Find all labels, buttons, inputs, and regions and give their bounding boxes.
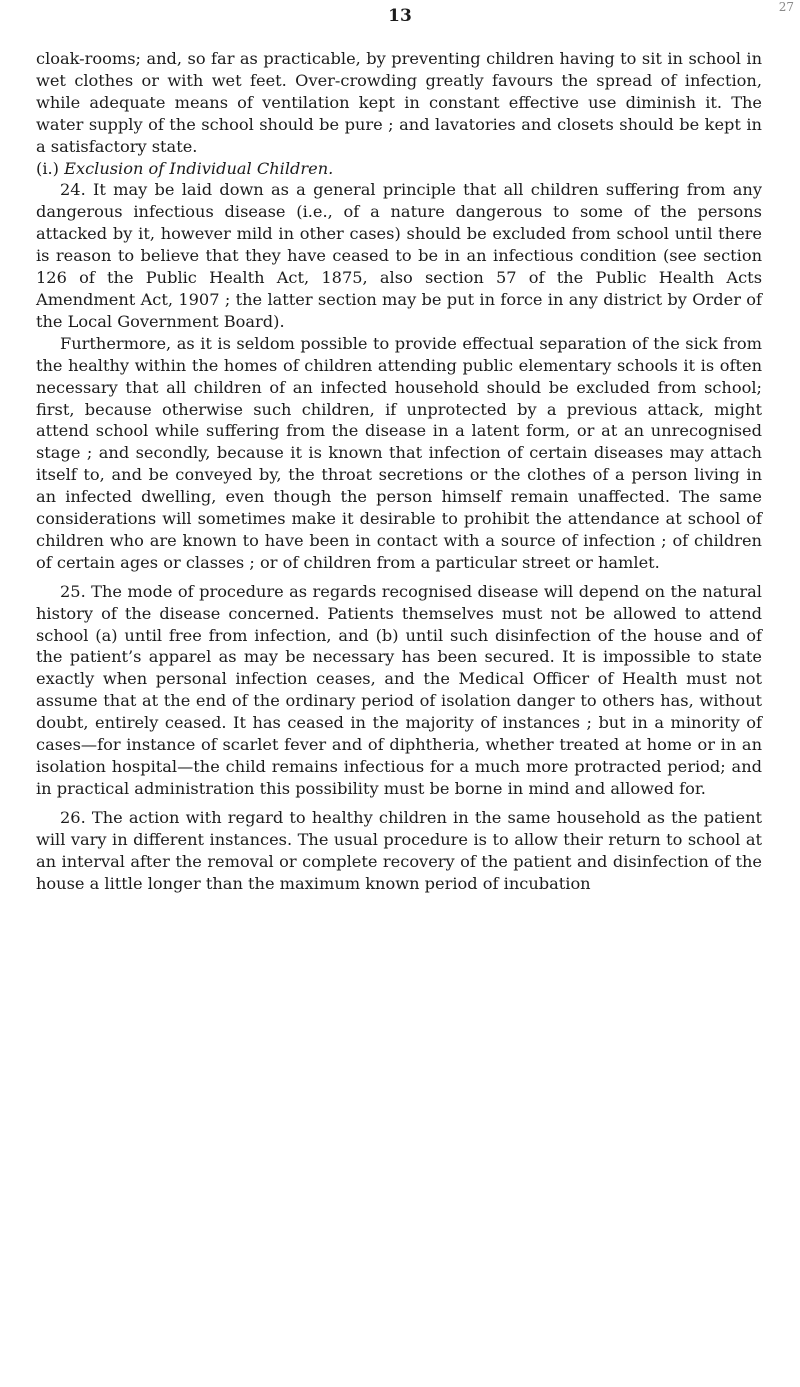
paragraph-25: 25. The mode of procedure as regards recognised disease will depend on the natural history of the disease concerned. Patients themselves must not be allowed to attend school (a) until free from infection, and (b) until such disinfection of the house and of the patient’s apparel as may be necessary has been secured. It is impossible to state exactly when personal infection ceases, and the Medical Officer of Health must not assume that at the end of the ordinary period of isolation danger to others has, without doubt, entirely ceased. It has ceased in the majority of instances ; but in a minority of cases—for instance of scarlet fever and of diphtheria, whether treated at home or in an isolation hospital—the child remains infectious for a much more protracted period; and in practical administration this possibility must be borne in mind and allowed for. (36, 581, 762, 798)
paragraph-24: 24. It may be laid down as a general principle that all children suffering from any dangerous infectious disease (i.e., of a nature dangerous to some of the persons attacked by it, however mild in other cases) should be excluded from school until there is reason to believe that they have ceased to be in an infectious condition (see section 126 of the Public Health Act, 1875, also section 57 of the Public Health Acts Amendment Act, 1907 ; the latter section may be put in force in any district by Order of the Local Government Board). (36, 180, 762, 331)
paragraph-26: 26. The action with regard to healthy children in the same household as the patient will vary in different instances. The usual procedure is to allow their return to school at an interval after the removal or complete recovery of the patient and disinfection of the house a little longer than the maximum known period of incubation (36, 807, 762, 893)
page-body (36, 48, 762, 894)
section-heading (36, 158, 762, 180)
corner-mark: 27 (778, 0, 794, 14)
section-heading-title: Exclusion of Individual Children. (64, 158, 334, 178)
section-heading-number: (i.) (36, 158, 59, 178)
paragraph-24-continued: Furthermore, as it is seldom possible to provide effectual separation of the sick from the healthy within the homes of children attending public elementary schools it is often necessary that all children of an infected household should be excluded from school; first, because otherwise such children, if unprotected by a previous attack, might attend school while suffering from the disease in a latent form, or at an unrecognised stage ; and secondly, because it is known that infection of certain diseases may attach itself to, and be conveyed by, the throat secretions or the clothes of a person living in an infected dwelling, even though the person himself remain unaffected. The same considerations will sometimes make it desirable to prohibit the attendance at school of children who are known to have been in contact with a source of infection ; of children of certain ages or classes ; or of children from a particular street or hamlet. (36, 333, 762, 572)
paragraph-intro: cloak-rooms; and, so far as practicable, by preventing children having to sit in school in wet clothes or with wet feet. Over-crowding greatly favours the spread of infection, while adequate means of ventilation kept in constant effective use diminish it. The water supply of the school should be pure ; and lavatories and closets should be kept in a satisfactory state. (36, 49, 762, 156)
page-number: 13 (388, 6, 412, 26)
